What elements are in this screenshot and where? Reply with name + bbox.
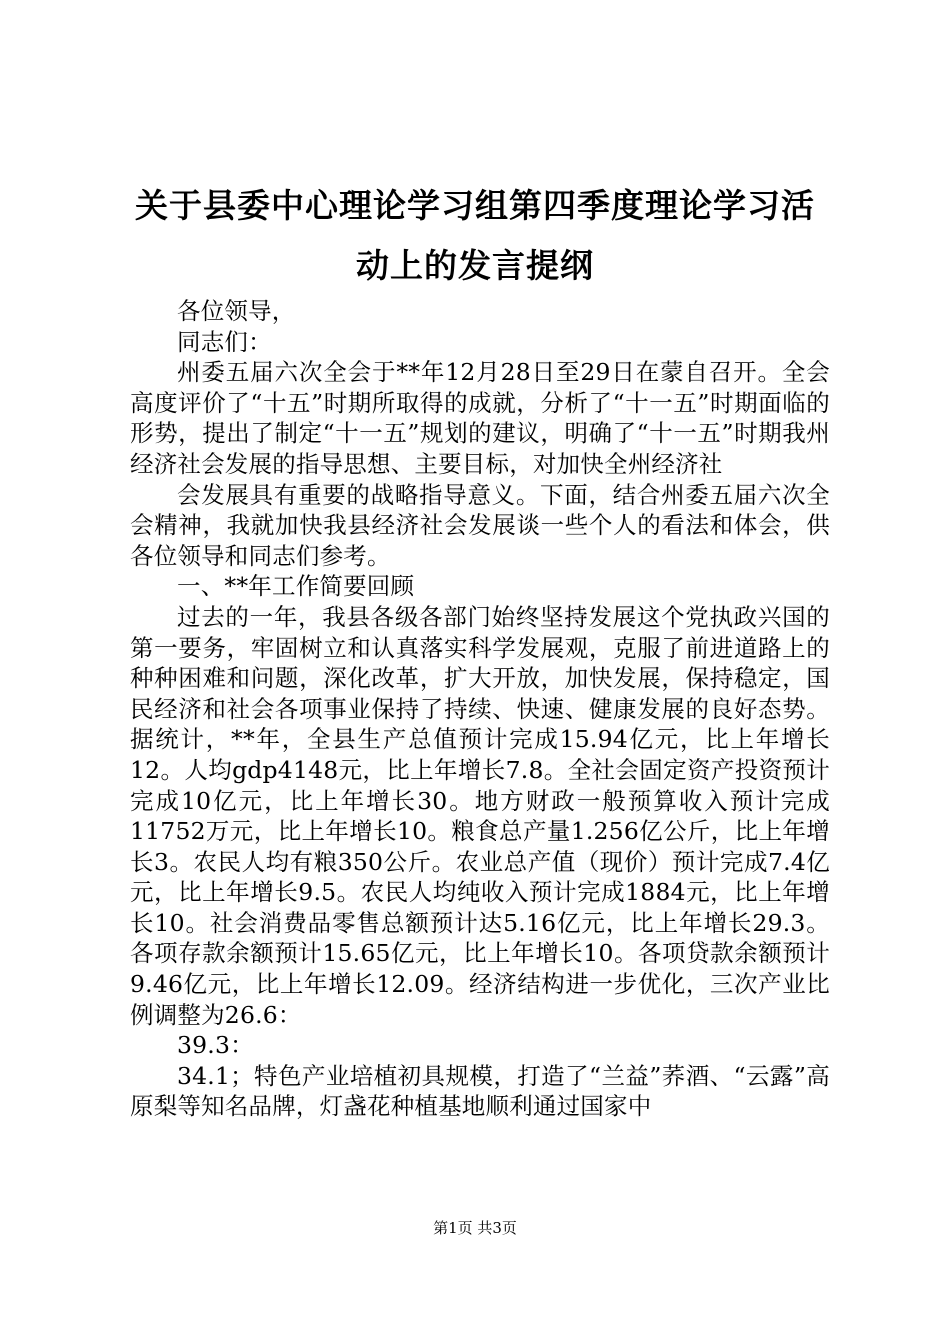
paragraph-salutation-leaders: 各位领导， <box>177 297 296 325</box>
paragraph-salutation-comrades: 同志们： <box>177 327 272 356</box>
paragraph-plenary-session: 州委五届六次全会于**年12月28日至29日在蒙自召开。全会高度评价了“十五”时期所取得的成就，分析了“十一五”时期面临的形势，提出了制定“十一五”规划的建议，明确了“十一五”时期我州经济社会发展的指导思想、主要目标，对加快全州经济社 <box>130 358 830 478</box>
paragraph-review-statistics: 过去的一年，我县各级各部门始终坚持发展这个党执政兴国的第一要务，牢固树立和认真落实科学发展观，克服了前进道路上的种种困难和问题，深化改革，扩大开放，加快发展，保持稳定，国民经济和社会各项事业保持了持续、快速、健康发展的良好态势。据统计，**年，全县生产总值预计完成15.94亿元，比上年增长12。人均gdp4148元，比上年增长7.8。全社会固定资产投资预计完成10亿元，比上年增长30。地方财政一般预算收入预计完成11752万元，比上年增长10。粮食总产量1.256亿公斤，比上年增长3。农民人均有粮350公斤。农业总产值（现价）预计完成7.4亿元，比上年增长9.5。农民人均纯收入预计完成1884元，比上年增长10。社会消费品零售总额预计达5.16亿元，比上年增长29.3。各项存款余额预计15.65亿元，比上年增长10。各项贷款余额预计9.46亿元，比上年增长12.09。经济结构进一步优化，三次产业比例调整为26.6： <box>130 602 830 1029</box>
document-title: 关于县委中心理论学习组第四季度理论学习活动上的发言提纲 <box>135 186 815 285</box>
paragraph-ratio-fragment: 39.3： <box>177 1031 254 1060</box>
section-heading-review: 一、**年工作简要回顾 <box>177 572 415 601</box>
paragraph-significance: 会发展具有重要的战略指导意义。下面，结合州委五届六次全会精神，我就加快我县经济社会发展谈一些个人的看法和体会，供各位领导和同志们参考。 <box>130 480 830 570</box>
page-number: 第1页 共3页 <box>433 1219 517 1237</box>
paragraph-industry-cultivation: 34.1；特色产业培植初具规模，打造了“兰益”荞酒、“云露”高原梨等知名品牌，灯盏花种植基地顺利通过国家中 <box>130 1061 830 1121</box>
document-body <box>130 296 830 1122</box>
